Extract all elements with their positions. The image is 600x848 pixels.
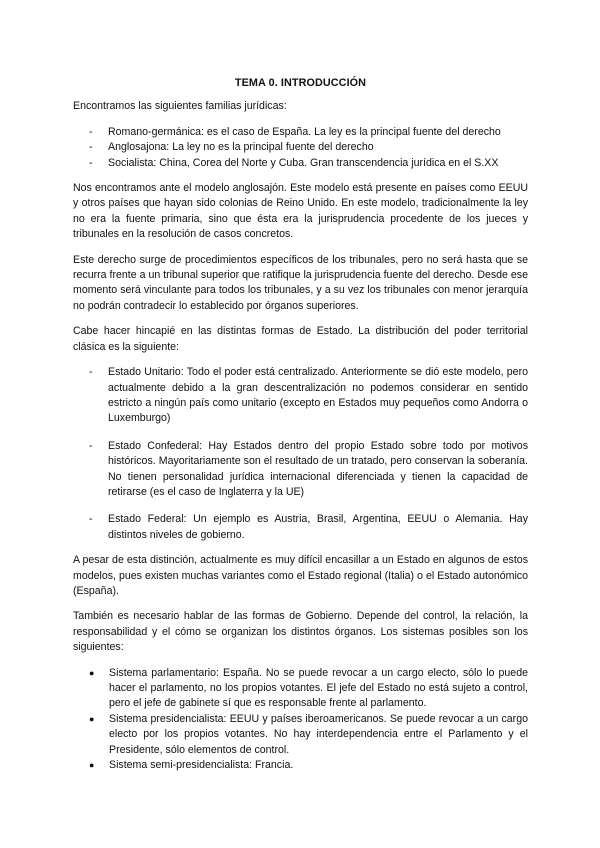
list-item: - Estado Federal: Un ejemplo es Austria, Brasil, Argentina, EEUU o Alemania. Hay distintos niveles de gobierno.	[89, 513, 528, 541]
list-item: ● Sistema parlamentario: España. No se puede revocar a un cargo electo, sólo lo puede hacer el parlamento, no los propios votantes. El jefe del Estado no está sujeto a control, pero el jefe de gabinete sí que es responsable frente al parlamento.	[89, 666, 528, 710]
bullet-icon: ●	[89, 713, 95, 724]
state-forms-list	[89, 365, 528, 543]
government-systems-list	[89, 666, 528, 774]
page-title: TEMA 0. INTRODUCCIÓN	[234, 77, 367, 89]
list-item: - Socialista: China, Corea del Norte y Cuba. Gran transcendencia jurídica en el S.XX	[89, 156, 528, 171]
government-forms-paragraph: También es necesario hablar de las formas de Gobierno. Depende del control, la relación, la responsabilidad y el cómo se organizan los distintos órganos. Los sistemas posibles son los siguientes:	[73, 610, 528, 654]
list-item: - Romano-germánica: es el caso de España. La ley es la principal fuente del derecho	[89, 125, 528, 140]
dash-marker: -	[89, 366, 93, 379]
dash-marker: -	[89, 141, 93, 154]
dash-marker: -	[89, 513, 93, 526]
legal-families-list	[89, 125, 528, 171]
anglosaxon-paragraph: Nos encontramos ante el modelo anglosajón. Este modelo está presente en países como EEUU y otros países que hayan sido colonias de Reino Unido. En este modelo, tradicionalmente la ley no era la fuente primaria, sino que ésta era la jurisprudencia procedente de los jueces y tribunales en la resolución de casos concretos.	[73, 182, 528, 241]
list-item: - Estado Unitario: Todo el poder está centralizado. Anteriormente se dió este modelo, pero actualmente debido a la gran descentralización no podemos considerar en sentido estricto a ningún país como unitario (excepto en Estados muy pequeños como Andorra o Luxemburgo)	[89, 366, 528, 425]
list-item: ● Sistema presidencialista: EEUU y países iberoamericanos. Se puede revocar a un cargo electo por los propios votantes. No hay interdependencia entre el Parlamento y el Presidente, sólo elementos de control.	[89, 712, 528, 756]
dash-marker: -	[89, 125, 93, 138]
dash-marker: -	[89, 156, 93, 169]
list-item: - Anglosajona: La ley no es la principal fuente del derecho	[89, 140, 528, 155]
bullet-icon: ●	[89, 760, 95, 771]
intro-paragraph: Encontramos las siguientes familias jurídicas:	[73, 100, 287, 113]
list-item: - Estado Confederal: Hay Estados dentro del propio Estado sobre todo por motivos históricos. Mayoritariamente son el resultado de un tratado, pero conservan la soberanía. No tienen personalidad jurídica internacional diferenciada y tienen la capacidad de retirarse (es el caso de Inglaterra y la UE)	[89, 439, 528, 498]
law-origin-paragraph: Este derecho surge de procedimientos específicos de los tribunales, pero no será hasta que se recurra frente a un tribunal superior que ratifique la jurisprudencia fuente del derecho. Desde ese momento será vinculante para todos los tribunales, y a su vez los tribunales con menor jerarquía no podrán contradecir lo establecido por órganos superiores.	[73, 253, 528, 312]
distinction-paragraph: A pesar de esta distinción, actualmente es muy difícil encasillar a un Estado en algunos de estos modelos, pues existen muchas variantes como el Estado regional (Italia) o el Estado autonómico (España).	[73, 554, 528, 597]
list-item: ● Sistema semi-presidencialista: Francia.	[89, 758, 528, 773]
dash-marker: -	[89, 439, 93, 452]
bullet-icon: ●	[89, 667, 95, 678]
state-forms-paragraph: Cabe hacer hincapié en las distintas formas de Estado. La distribución del poder territorial clásica es la siguiente:	[73, 325, 528, 353]
